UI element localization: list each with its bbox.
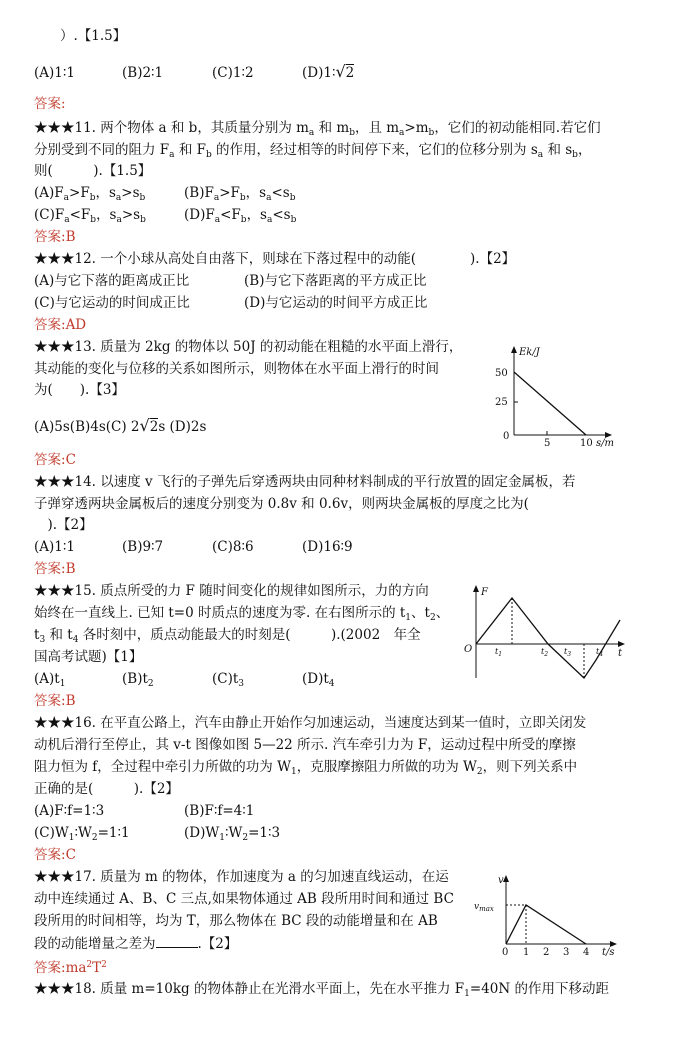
q14-options — [34, 537, 353, 557]
q10-tail: ）.【1.5】 — [60, 28, 127, 44]
q12-option-d: (D)与它运动的时间平方成正比 — [244, 295, 428, 311]
q12-options-ab — [34, 271, 426, 291]
q13-y-arrow — [511, 346, 517, 353]
q16-ylabel: v — [498, 875, 504, 886]
q15-force-curve — [476, 598, 620, 678]
q10-answer: 答案: — [34, 96, 66, 112]
q10-options — [34, 62, 354, 83]
q12-option-c: (C)与它运动的时间成正比 — [34, 295, 190, 311]
q17-line4: 段的动能增量之差为 .【2】 — [34, 933, 237, 954]
q14-option-a: (A)1∶1 — [34, 539, 75, 555]
q15-tick-t3: $t_3$ — [564, 647, 572, 658]
q15-line1: ★★★15. 质点所受的力 F 随时间变化的规律如图所示，力的方向 — [34, 583, 429, 599]
q15-line2: 始终在一直线上. 已知 t=0 时质点的速度为零. 在右图所示的 $t_1$、$t_2$、 — [34, 605, 450, 623]
q16-answer: 答案:C — [34, 847, 76, 863]
q15-line3: $t_3$ 和 $t_4$ 各时刻中，质点动能最大的时刻是( ).(2002 年全 — [34, 627, 421, 645]
q16-line4: 正确的是( ).【2】 — [34, 781, 179, 797]
q14-option-d: (D)16∶9 — [302, 539, 353, 555]
q12-line1: ★★★12. 一个小球从高处自由落下，则球在下落过程中的动能( ).【2】 — [34, 251, 516, 267]
q15-ylabel: F — [481, 587, 488, 598]
q11-option-a: $(A)F_a>F_b$，$s_a>s_b$ — [34, 185, 146, 203]
q13-line1: ★★★13. 质量为 2kg 的物体以 50J 的初动能在粗糙的水平面上滑行， — [34, 339, 463, 355]
q17-blank — [156, 933, 198, 948]
q15-option-c: $(C)t_3$ — [212, 671, 245, 689]
q14-option-c: (C)8∶6 — [212, 539, 254, 555]
q13-ek-line — [514, 372, 586, 435]
q16-line2: 动机后滑行至停止，其 v-t 图像如图 5—22 所示. 汽车牵引力为 F，运动过程中所受的摩擦 — [34, 737, 576, 753]
q16-line1: ★★★16. 在平直公路上，汽车由静止开始作匀加速运动，当速度达到某一值时，立即关闭发 — [34, 715, 587, 731]
q15-line4: 国高考试题)【1】 — [34, 649, 143, 665]
q16-velocity-curve — [506, 905, 586, 944]
q13-xtick-5: 5 — [544, 438, 551, 448]
q12-options-cd — [34, 293, 427, 313]
q14-answer: 答案:B — [34, 561, 76, 577]
q10-option-c: (C)1∶2 — [212, 65, 254, 81]
q16-option-d: $(D)W_1∶W_2=1∶3$ — [184, 825, 281, 843]
q13-line2: 其动能的变化与位移的关系如图所示，则物体在水平面上滑行的时间 — [34, 361, 439, 377]
q13-ytick-25: 25 — [495, 397, 508, 408]
q16-option-a: (A)F∶f=1∶3 — [34, 803, 105, 819]
q13-ytick-50: 50 — [495, 368, 508, 379]
q15-tick-t2: $t_2$ — [541, 647, 549, 658]
q11-option-d: $(D)F_a<F_b$，$s_a<s_b$ — [184, 207, 297, 225]
q15-option-d: $(D)t_4$ — [302, 671, 335, 689]
q11-answer: 答案:B — [34, 229, 76, 245]
q17-line2: 动中连续通过 A、B、C 三点,如果物体通过 AB 段所用时间和通过 BC — [34, 891, 454, 907]
q15-origin: O — [464, 644, 473, 655]
q17-answer: 答案$:ma^2T^2$ — [34, 960, 107, 976]
q13-ytick-0: 0 — [503, 431, 510, 442]
q11-option-c: $(C)F_a<F_b$，$s_a>s_b$ — [34, 207, 146, 225]
q16-v-t-graph — [472, 872, 632, 958]
q10-option-b: (B)2∶1 — [122, 65, 164, 81]
q16-option-c: $(C)W_1∶W_2=1∶1$ — [34, 825, 130, 843]
q15-tick-t4: $t_4$ — [596, 647, 604, 658]
q12-option-b: (B)与它下落距离的平方成正比 — [244, 273, 427, 289]
q15-options — [34, 669, 335, 694]
q16-xtick-4: 4 — [583, 947, 590, 958]
q16-xtick-2: 2 — [543, 947, 550, 958]
q15-answer: 答案:B — [34, 693, 76, 709]
q16-xtick-1: 1 — [523, 947, 530, 958]
q11-option-b: $(B)F_a>F_b$，$s_a<s_b$ — [184, 185, 296, 203]
q16-xtick-3: 3 — [563, 947, 570, 958]
q13-ek-s-graph — [490, 340, 630, 448]
q11-line2: 分别受到不同的阻力 $F_a$ 和 $F_b$ 的作用，经过相等的时间停下来，它们的位移分别为 $s_a$ 和 $s_b$， — [34, 142, 592, 160]
q11-line1: ★★★11. 两个物体 a 和 b，其质量分别为 $m_a$ 和 $m_b$，且 $m_a>m_b$，它们的初动能相同.若它们 — [34, 120, 601, 138]
q17-line3: 段所用的时间相等，均为 T，那么物体在 BC 段的动能增量和在 AB — [34, 913, 438, 929]
q10-option-d: (D)1∶√2 — [302, 62, 355, 81]
q16-option-b: (B)F∶f=4∶1 — [184, 803, 255, 819]
q12-option-a: (A)与它下落的距离成正比 — [34, 273, 190, 289]
q14-line1: ★★★14. 以速度 v 飞行的子弹先后穿透两块由同种材料制成的平行放置的固定金属板，若 — [34, 474, 576, 490]
q15-xlabel: t — [618, 648, 623, 659]
q16-vmax-label: $v_{max}$ — [474, 902, 494, 913]
q15-tick-t1: $t_1$ — [495, 647, 503, 658]
q16-xtick-0: 0 — [502, 947, 509, 958]
q11-line3: 则( ).【1.5】 — [34, 163, 152, 179]
q13-xtick-10: 10 — [580, 438, 593, 448]
q13-xlabel: s/m — [596, 438, 614, 448]
q13-line3: 为( ).【3】 — [34, 382, 125, 398]
q16-options-ab — [34, 801, 254, 821]
sqrt-symbol: √ — [335, 62, 346, 81]
q14-line3: ).【2】 — [34, 517, 93, 533]
q17-line1: ★★★17. 质量为 m 的物体，作加速度为 a 的匀加速直线运动，在运 — [34, 869, 449, 885]
q15-option-b: $(B)t_2$ — [122, 671, 154, 689]
q14-line2: 子弹穿透两块金属板后的速度分别变为 0.8v 和 0.6v，则两块金属板的厚度之比为( — [34, 496, 529, 512]
q15-option-a: $(A)t_1$ — [34, 671, 66, 689]
q13-options: (A)5s(B)4s(C) 2√2s (D)2s — [34, 416, 207, 435]
q13-ylabel: Ek/J — [519, 347, 540, 358]
q14-option-b: (B)9∶7 — [122, 539, 164, 555]
q13-answer: 答案:C — [34, 452, 76, 468]
q15-f-t-graph — [462, 580, 632, 684]
q16-xlabel: t/s — [602, 947, 615, 958]
q18-line1: ★★★18. 质量 m=10kg 的物体静止在光滑水平面上，先在水平推力 $F_1=40N$ 的作用下移动距 — [34, 981, 609, 999]
q10-option-a: (A)1∶1 — [34, 65, 75, 81]
q16-line3: 阻力恒为 f，全过程中牵引力所做的功为 $W_1$，克服摩擦阻力所做的功为 $W_2$，则下列关系中 — [34, 759, 578, 777]
q12-answer: 答案:AD — [34, 317, 87, 333]
